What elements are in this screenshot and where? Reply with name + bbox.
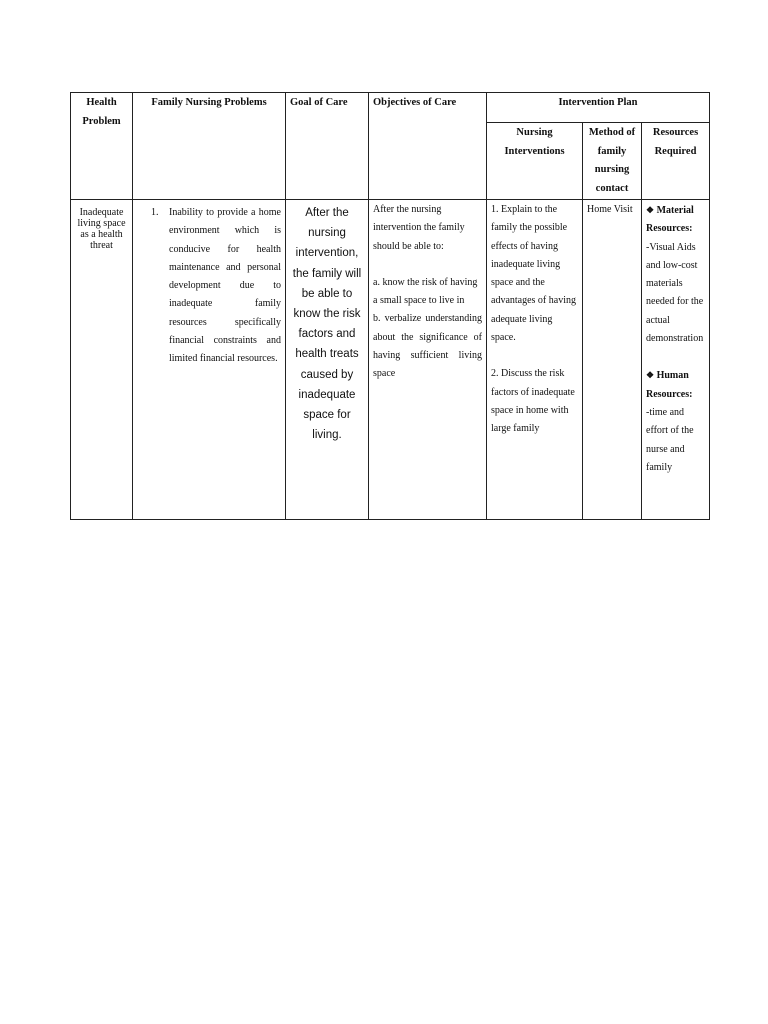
diamond-bullet-icon: ❖: [646, 205, 655, 215]
header-family-nursing-problems: Family Nursing Problems: [133, 93, 286, 200]
intervention-one: 1. Explain to the family the possible effects of having inadequate living space and the advantages of having adequate living space.: [491, 204, 576, 344]
material-resources-heading: ❖ Material Resources:: [646, 205, 694, 235]
list-item: [151, 201, 281, 369]
header-goal-of-care: Goal of Care: [286, 93, 369, 200]
table-row: [71, 200, 710, 520]
fnp-text: Inability to provide a home environment which is conducive for health maintenance and personal development due to inadequate family resources specifically financial constraints and limited financial resources.: [169, 207, 281, 365]
header-health-problem: Health Problem: [71, 93, 133, 200]
human-resources-heading: ❖ Human Resources:: [646, 370, 693, 400]
cell-method-of-contact: Home Visit: [583, 200, 642, 520]
cell-resources: [642, 200, 710, 520]
objective-a: a. know the risk of having a small space to live in: [373, 276, 478, 307]
header-nursing-interventions: Nursing Interventions: [487, 123, 583, 200]
material-resources-text: -Visual Aids and low-cost materials needed for the actual demonstration: [646, 241, 704, 345]
objective-b: b. verbalize understanding about the significance of having sufficient living space: [373, 313, 482, 380]
header-method-of-contact: Method of family nursing contact: [583, 123, 642, 200]
header-row-top: [71, 93, 710, 123]
cell-health-problem: Inadequate living space as a health threat: [71, 200, 133, 520]
cell-family-nursing-problem: [133, 200, 286, 520]
header-objectives-of-care: Objectives of Care: [369, 93, 487, 200]
objectives-intro: After the nursing intervention the family should be able to:: [373, 204, 465, 252]
intervention-two: 2. Discuss the risk factors of inadequate space in home with large family: [491, 368, 575, 435]
header-resources-required: Resources Required: [642, 123, 710, 200]
header-intervention-plan: Intervention Plan: [487, 93, 710, 123]
list-number: 1.: [151, 207, 159, 218]
human-resources-text: -time and effort of the nurse and family: [646, 406, 694, 473]
nursing-care-plan-table: [70, 92, 710, 520]
diamond-bullet-icon: ❖: [646, 370, 655, 381]
cell-goal-of-care: After the nursing intervention, the family will be able to know the risk factors and health treats caused by inadequate space for living.: [286, 200, 369, 520]
cell-objectives: [369, 200, 487, 520]
cell-nursing-interventions: [487, 200, 583, 520]
